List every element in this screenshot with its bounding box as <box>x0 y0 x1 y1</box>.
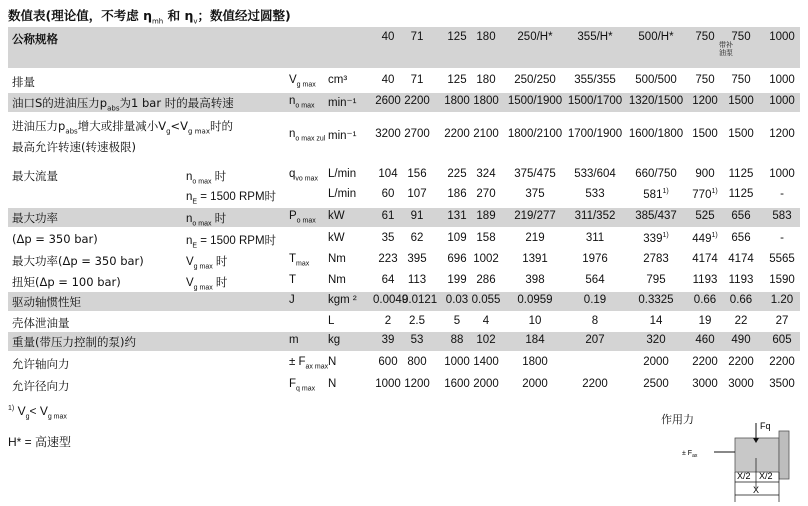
table-cell: 1000 <box>769 74 795 86</box>
row-unit: Nm <box>328 253 346 265</box>
table-cell: 449$^{1)}$ <box>692 232 718 245</box>
row-unit: kW <box>328 210 345 222</box>
row-unit: min⁻¹ <box>328 97 357 109</box>
table-cell: 1000 <box>375 378 401 390</box>
header-size: 180 <box>476 31 496 43</box>
header-size: 500/H* <box>638 31 674 43</box>
table-cell: 750 <box>695 74 715 86</box>
table-cell: 320 <box>646 334 666 346</box>
header-size: 125 <box>447 31 467 43</box>
table-cell: 107 <box>407 188 427 200</box>
row-condition: $V_{g max}$ 时 <box>186 256 228 271</box>
row-label: (Δp = 350 bar) <box>12 232 98 246</box>
row-condition: $n_E = 1500$ RPM时 <box>186 191 277 206</box>
table-cell: 2700 <box>404 128 430 140</box>
header-size: 250/H* <box>517 31 553 43</box>
table-cell: 660/750 <box>635 168 677 180</box>
table-title: 数值表(理论值，不考虑 $\eta_{mh}$ 和 $\eta_v$；数值经过圆整) <box>8 8 291 26</box>
table-cell: 398 <box>525 274 545 286</box>
row-symbol: ± $F_{ax max}$ <box>289 356 329 371</box>
table-cell: 2000 <box>473 378 499 390</box>
table-cell: 1800 <box>522 356 548 368</box>
table-cell: 1976 <box>582 253 608 265</box>
row-unit: Nm <box>328 274 346 286</box>
row-symbol: $V_{g max}$ <box>289 74 316 89</box>
table-cell: 1125 <box>728 168 754 180</box>
table-cell: 109 <box>447 232 467 244</box>
table-cell: 2000 <box>643 356 669 368</box>
table-cell: 4174 <box>728 253 754 265</box>
row-label: 扭矩(Δp = 100 bar) <box>12 275 121 289</box>
table-cell: 1400 <box>473 356 499 368</box>
table-cell: 184 <box>525 334 545 346</box>
table-cell: 500/500 <box>635 74 677 86</box>
table-cell: 207 <box>585 334 605 346</box>
table-cell: 1200 <box>404 378 430 390</box>
table-cell: 375/475 <box>514 168 556 180</box>
table-cell: 189 <box>476 210 496 222</box>
table-cell: 0.0049 <box>373 294 409 306</box>
row-label: 允许径向力 <box>12 379 70 393</box>
table-cell: 1700/1900 <box>567 128 623 140</box>
table-cell: - <box>780 188 784 200</box>
table-cell: 750 <box>731 74 751 86</box>
table-cell: 900 <box>695 168 715 180</box>
row-unit: N <box>328 378 337 390</box>
table-cell: 1000 <box>444 356 470 368</box>
force-diagram <box>680 418 804 502</box>
table-cell: 270 <box>476 188 496 200</box>
table-cell: 104 <box>378 168 398 180</box>
table-cell: 2200 <box>582 378 608 390</box>
row-label: 重量(带压力控制的泵)约 <box>12 335 136 349</box>
footnote-highspeed: H* = 高速型 <box>8 435 72 449</box>
row-unit: L <box>328 315 335 327</box>
table-cell: 10 <box>528 315 542 327</box>
row-unit: L/min <box>328 188 357 200</box>
table-cell: 64 <box>381 274 395 286</box>
header-label: 公称规格 <box>12 32 58 46</box>
table-cell: 40 <box>381 74 395 86</box>
row-label: 最大流量 <box>12 169 58 183</box>
table-cell: 0.66 <box>693 294 717 306</box>
table-cell: 53 <box>410 334 424 346</box>
header-size: 1000 <box>769 31 795 43</box>
table-cell: 1.20 <box>770 294 794 306</box>
fax-label: ± $F_{ax}$ <box>682 450 698 459</box>
row-condition: $n_E = 1500$ RPM时 <box>186 235 277 250</box>
row-label: 排量 <box>12 75 35 89</box>
table-cell: 2 <box>384 315 392 327</box>
table-cell: 533/604 <box>574 168 616 180</box>
table-cell: 0.3325 <box>638 294 674 306</box>
table-cell: 324 <box>476 168 496 180</box>
half2-label: X/2 <box>759 471 773 481</box>
table-cell: 62 <box>410 232 424 244</box>
table-cell: 5 <box>453 315 461 327</box>
table-cell: 35 <box>381 232 395 244</box>
table-cell: 2500 <box>643 378 669 390</box>
row-label: 油口S的进油压力$p_{abs}$为1 bar 时的最高转速 <box>12 96 234 113</box>
table-cell: 39 <box>381 334 395 346</box>
table-cell: 355/355 <box>574 74 616 86</box>
table-cell: 605 <box>772 334 792 346</box>
table-cell: 2000 <box>522 378 548 390</box>
row-symbol: m <box>289 334 299 346</box>
table-cell: 2783 <box>643 253 669 265</box>
table-cell: 27 <box>775 315 789 327</box>
header-size: 40 <box>381 31 395 43</box>
table-cell: 91 <box>410 210 424 222</box>
table-cell: 1590 <box>769 274 795 286</box>
table-cell: 1500 <box>728 128 754 140</box>
table-cell: 1391 <box>522 253 548 265</box>
table-cell: 1800/2100 <box>507 128 563 140</box>
table-cell: 1600 <box>444 378 470 390</box>
table-cell: 656 <box>731 232 751 244</box>
row-symbol: $F_{q max}$ <box>289 378 316 393</box>
table-cell: 3000 <box>728 378 754 390</box>
table-cell: 219 <box>525 232 545 244</box>
table-cell: 14 <box>649 315 663 327</box>
table-cell: 2100 <box>473 128 499 140</box>
table-cell: 125 <box>447 74 467 86</box>
table-cell: 186 <box>447 188 467 200</box>
table-cell: 0.66 <box>729 294 753 306</box>
table-cell: 4174 <box>692 253 718 265</box>
header-note: 带补 油泵 <box>719 42 733 57</box>
table-cell: 2200 <box>444 128 470 140</box>
table-cell: 1193 <box>692 274 718 286</box>
table-cell: 2600 <box>375 95 401 107</box>
row-symbol: T <box>289 274 297 286</box>
table-cell: 5565 <box>769 253 795 265</box>
row-label: 进油压力$p_{abs}$增大或排量减小$V_g<V_{g max}$时的 <box>12 119 233 136</box>
row-label-line2: 最高允许转速(转速极限) <box>12 140 136 154</box>
row-symbol: $q_{vo max}$ <box>289 168 318 183</box>
table-cell: 1500 <box>728 95 754 107</box>
table-cell: 250/250 <box>514 74 556 86</box>
row-unit: min⁻¹ <box>328 130 357 142</box>
table-cell: 225 <box>447 168 467 180</box>
table-cell: 60 <box>381 188 395 200</box>
table-cell: 156 <box>407 168 427 180</box>
row-unit: kgm ² <box>328 294 357 306</box>
table-cell: 2200 <box>404 95 430 107</box>
table-cell: 1500 <box>692 128 718 140</box>
table-cell: 0.03 <box>445 294 469 306</box>
table-cell: 88 <box>450 334 464 346</box>
table-cell: 3000 <box>692 378 718 390</box>
table-cell: 525 <box>695 210 715 222</box>
table-cell: 800 <box>407 356 427 368</box>
table-cell: 3200 <box>375 128 401 140</box>
table-cell: 1000 <box>769 95 795 107</box>
table-cell: 0.055 <box>471 294 501 306</box>
row-condition: $n_{o max}$ 时 <box>186 171 227 186</box>
header-size: 71 <box>410 31 424 43</box>
x-label: X <box>753 485 760 495</box>
table-cell: 656 <box>731 210 751 222</box>
header-size: 355/H* <box>577 31 613 43</box>
half1-label: X/2 <box>737 471 751 481</box>
table-cell: 8 <box>591 315 599 327</box>
header-size: 750 <box>731 31 751 43</box>
table-cell: 180 <box>476 74 496 86</box>
table-cell: 2200 <box>692 356 718 368</box>
table-cell: 375 <box>525 188 545 200</box>
row-label: 最大功率(Δp = 350 bar) <box>12 254 144 268</box>
table-cell: 1600/1800 <box>628 128 684 140</box>
table-cell: 19 <box>698 315 712 327</box>
table-cell: 0.0959 <box>517 294 553 306</box>
table-cell: 1193 <box>728 274 754 286</box>
table-cell: 1002 <box>473 253 499 265</box>
table-cell: 1800 <box>444 95 470 107</box>
table-cell: 223 <box>378 253 398 265</box>
row-unit: kg <box>328 334 341 346</box>
table-cell: 1500/1700 <box>567 95 623 107</box>
table-cell: 581$^{1)}$ <box>643 188 669 201</box>
table-cell: 1200 <box>769 128 795 140</box>
table-cell: 61 <box>381 210 395 222</box>
table-cell: 219/277 <box>514 210 556 222</box>
table-cell: 339$^{1)}$ <box>643 232 669 245</box>
table-cell: 460 <box>695 334 715 346</box>
row-symbol: $n_{o max zul}$ <box>289 128 326 143</box>
table-cell: 2200 <box>728 356 754 368</box>
table-cell: 583 <box>772 210 792 222</box>
row-label: 允许轴向力 <box>12 357 70 371</box>
force-diagram-title: 作用力 <box>661 413 694 426</box>
table-cell: 113 <box>407 274 427 286</box>
row-unit: kW <box>328 232 345 244</box>
fq-label: Fq <box>760 421 771 431</box>
table-cell: 1320/1500 <box>628 95 684 107</box>
row-condition: $n_{o max}$ 时 <box>186 213 227 228</box>
table-cell: 1000 <box>769 168 795 180</box>
table-cell: 0.0121 <box>402 294 438 306</box>
row-symbol: $T_{max}$ <box>289 253 310 268</box>
table-cell: 395 <box>407 253 427 265</box>
table-cell: 564 <box>585 274 605 286</box>
row-symbol: $P_{o max}$ <box>289 210 316 225</box>
table-cell: 0.19 <box>583 294 607 306</box>
table-cell: 385/437 <box>635 210 677 222</box>
table-cell: 286 <box>476 274 496 286</box>
row-symbol: J <box>289 294 295 306</box>
footnote: $^{1)}$ $V_g< V_{g max}$ <box>8 404 67 421</box>
row-condition: $V_{g max}$ 时 <box>186 277 228 292</box>
table-cell: 71 <box>410 74 424 86</box>
table-cell: 1500/1900 <box>507 95 563 107</box>
row-label: 最大功率 <box>12 211 58 225</box>
table-cell: 158 <box>476 232 496 244</box>
row-unit: N <box>328 356 337 368</box>
table-cell: 4 <box>482 315 490 327</box>
row-label: 壳体泄油量 <box>12 316 70 330</box>
table-cell: - <box>780 232 784 244</box>
table-cell: 1125 <box>728 188 754 200</box>
table-cell: 696 <box>447 253 467 265</box>
row-symbol: $n_{o max}$ <box>289 95 315 110</box>
table-cell: 2.5 <box>409 315 425 327</box>
row-label: 驱动轴惯性矩 <box>12 295 81 309</box>
table-cell: 490 <box>731 334 751 346</box>
row-unit: cm³ <box>328 74 348 86</box>
table-cell: 311/352 <box>574 210 616 222</box>
table-cell: 2200 <box>769 356 795 368</box>
table-cell: 102 <box>476 334 496 346</box>
table-cell: 22 <box>734 315 748 327</box>
table-cell: 795 <box>646 274 666 286</box>
row-unit: L/min <box>328 168 357 180</box>
table-cell: 131 <box>447 210 467 222</box>
table-cell: 199 <box>447 274 467 286</box>
table-cell: 3500 <box>769 378 795 390</box>
table-cell: 770$^{1)}$ <box>692 188 718 201</box>
header-size: 750 <box>695 31 715 43</box>
table-cell: 1800 <box>473 95 499 107</box>
table-cell: 311 <box>585 232 605 244</box>
table-cell: 533 <box>585 188 605 200</box>
table-cell: 1200 <box>692 95 718 107</box>
table-cell: 600 <box>378 356 398 368</box>
